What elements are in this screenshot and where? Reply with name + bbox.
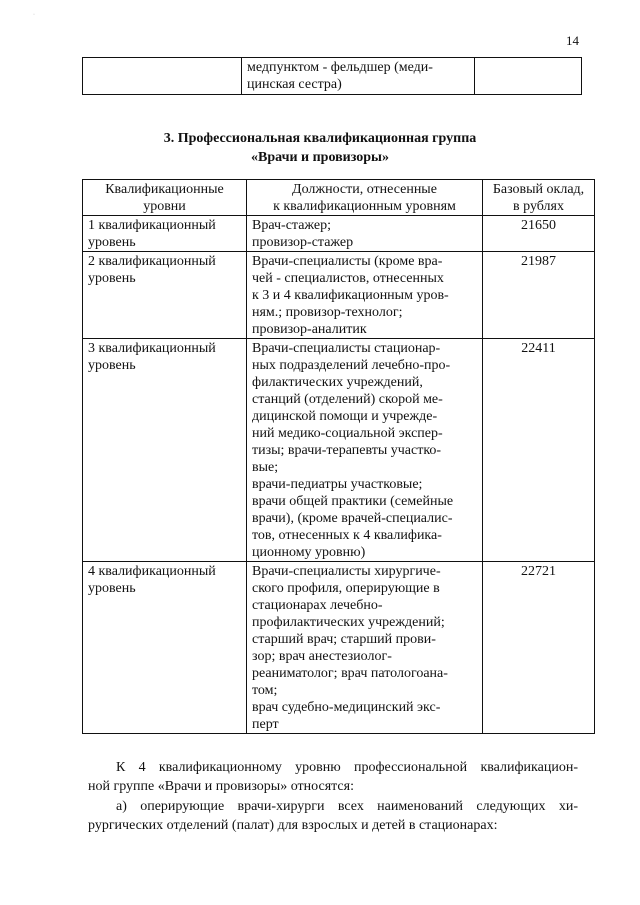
cell-line: ний медико-социальной экспер-	[252, 426, 443, 441]
table-row	[83, 252, 595, 339]
paragraph-line: ной группе «Врачи и провизоры» относятся:	[88, 779, 354, 794]
cell-line: уровень	[88, 358, 136, 373]
cell-line: старший врач; старший прови-	[252, 632, 436, 647]
table-row	[83, 58, 582, 95]
cell-positions	[247, 562, 483, 734]
page-number: 14	[566, 33, 579, 48]
table-cell-empty	[475, 58, 582, 95]
cell-salary: 22411	[483, 339, 595, 562]
header-salary	[483, 180, 595, 216]
cell-line: врачи), (кроме врачей-специалис-	[252, 511, 453, 526]
cell-line: 3 квалификационный	[88, 341, 216, 356]
cell-positions	[247, 216, 483, 252]
paragraph-item-a	[88, 797, 578, 835]
cell-salary: 21650	[483, 216, 595, 252]
cell-line: 2 квалификационный	[88, 254, 216, 269]
cell-line: Врачи-специалисты хирургиче-	[252, 564, 441, 579]
cell-salary: 22721	[483, 562, 595, 734]
table-header-row	[83, 180, 595, 216]
cell-line: Врачи-специалисты (кроме вра-	[252, 254, 443, 269]
cell-positions	[247, 339, 483, 562]
cell-line: медпунктом - фельдшер (меди-	[247, 60, 433, 75]
cell-level	[83, 252, 247, 339]
cell-line: врачи общей практики (семейные	[252, 494, 454, 509]
header-positions	[247, 180, 483, 216]
cell-line: чей - специалистов, отнесенных	[252, 271, 444, 286]
header-levels	[83, 180, 247, 216]
cell-line: врачи-педиатры участковые;	[252, 477, 423, 492]
cell-line: ционному уровню)	[252, 545, 366, 560]
table-row	[83, 216, 595, 252]
cell-line: 1 квалификационный	[88, 218, 216, 233]
cell-line: 4 квалификационный	[88, 564, 216, 579]
cell-line: уровень	[88, 235, 136, 250]
cell-line: тизы; врачи-терапевты участко-	[252, 443, 442, 458]
section-title-line2: «Врачи и провизоры»	[251, 150, 389, 165]
header-line: в рублях	[513, 199, 564, 214]
cell-line: провизор-аналитик	[252, 322, 367, 337]
cell-line: реаниматолог; врач патологоана-	[252, 666, 448, 681]
cell-line: станций (отделений) скорой ме-	[252, 392, 443, 407]
cell-line: профилактических учреждений;	[252, 615, 445, 630]
header-line: уровни	[143, 199, 186, 214]
cell-line: тов, отнесенных к 4 квалифика-	[252, 528, 442, 543]
cell-line: вые;	[252, 460, 279, 475]
cell-salary: 21987	[483, 252, 595, 339]
cell-line: ных подразделений лечебно-про-	[252, 358, 451, 373]
continued-table	[82, 57, 582, 95]
cell-line: Врачи-специалисты стационар-	[252, 341, 441, 356]
cell-line: стационарах лечебно-	[252, 598, 383, 613]
paragraph-line: а) оперирующие врачи-хирурги всех наименований следующих хи-	[116, 799, 578, 814]
cell-line: провизор-стажер	[252, 235, 354, 250]
cell-level	[83, 562, 247, 734]
header-line: Базовый оклад,	[492, 182, 585, 197]
table-row	[83, 339, 595, 562]
cell-line: перт	[252, 717, 279, 732]
cell-level	[83, 216, 247, 252]
cell-line: ского профиля, оперирующие в	[252, 581, 440, 596]
table-row	[83, 562, 595, 734]
header-line: к квалификационным уровням	[273, 199, 456, 214]
cell-line: ням.; провизор-технолог;	[252, 305, 403, 320]
paragraph-line: рургических отделений (палат) для взрослых и детей в стационарах:	[88, 818, 498, 833]
section-title-line1: 3. Профессиональная квалификационная группа	[163, 131, 477, 146]
cell-line: дицинской помощи и учрежде-	[252, 409, 438, 424]
cell-line: филактических учреждений,	[252, 375, 423, 390]
cell-line: врач судебно-медицинский экс-	[252, 700, 441, 715]
cell-line: к 3 и 4 квалификационным уров-	[252, 288, 449, 303]
cell-line: зор; врач анестезиолог-	[252, 649, 392, 664]
cell-line: цинская сестра)	[247, 77, 342, 92]
header-line: Должности, отнесенные	[292, 182, 437, 197]
paragraph-line: К 4 квалификационному уровню профессиональной квалификацион-	[116, 760, 578, 775]
cell-line: уровень	[88, 581, 136, 596]
cell-positions	[247, 252, 483, 339]
table-cell-empty	[83, 58, 242, 95]
table-cell-position	[242, 58, 475, 95]
header-line: Квалификационные	[105, 182, 224, 197]
qualification-table	[82, 179, 595, 734]
cell-line: Врач-стажер;	[252, 218, 332, 233]
cell-line: уровень	[88, 271, 136, 286]
cell-line: том;	[252, 683, 278, 698]
cell-level	[83, 339, 247, 562]
paragraph-intro	[88, 758, 578, 796]
page-mark: ·	[33, 12, 35, 18]
